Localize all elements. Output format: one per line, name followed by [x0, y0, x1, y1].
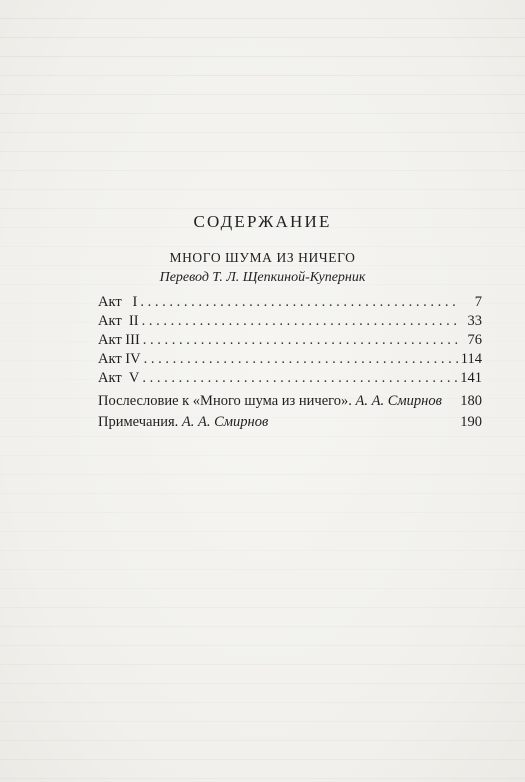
leader-dots [144, 350, 458, 369]
toc-entry[interactable] [98, 369, 482, 388]
acts-list [98, 293, 482, 388]
toc-entry-page: 114 [460, 351, 482, 367]
toc-entry-afterword[interactable] [98, 391, 482, 412]
toc-entry-page: 76 [467, 332, 482, 348]
toc-entry[interactable] [98, 312, 482, 331]
afterword-page: 180 [460, 393, 482, 409]
toc-entry-label: Акт III [98, 332, 140, 348]
leader-dots [140, 293, 459, 312]
leader-dots [142, 312, 459, 331]
toc-entry-page: 141 [460, 370, 482, 386]
play-title: МНОГО ШУМА ИЗ НИЧЕГО [169, 250, 356, 265]
leader-dots [143, 331, 459, 350]
toc-entry-label: Акт I [98, 294, 138, 310]
toc-entry[interactable] [98, 350, 482, 369]
toc-entry[interactable] [98, 293, 482, 312]
afterword-label: Послесловие к «Много шума из ничего». [98, 393, 352, 409]
contents-heading: СОДЕРЖАНИЕ [193, 212, 332, 231]
afterword-author: А. А. Смирнов [355, 393, 442, 409]
extras-list [98, 391, 482, 433]
toc-entry-page: 33 [467, 313, 482, 329]
toc-entry-page: 7 [474, 294, 482, 310]
toc-entry-label: Акт IV [98, 351, 141, 367]
toc-entry-label: Акт V [98, 370, 140, 386]
leader-dots [142, 369, 457, 388]
toc-entry-notes[interactable] [98, 412, 482, 433]
toc-entry-label: Акт II [98, 313, 139, 329]
translator-credit: Перевод Т. Л. Щепкиной-Куперник [159, 270, 366, 285]
notes-label: Примечания. [98, 414, 179, 430]
notes-author: А. А. Смирнов [181, 414, 269, 430]
afterword-line [98, 391, 442, 412]
notes-line [98, 412, 268, 433]
toc-entry[interactable] [98, 331, 482, 350]
notes-page: 190 [460, 414, 482, 430]
